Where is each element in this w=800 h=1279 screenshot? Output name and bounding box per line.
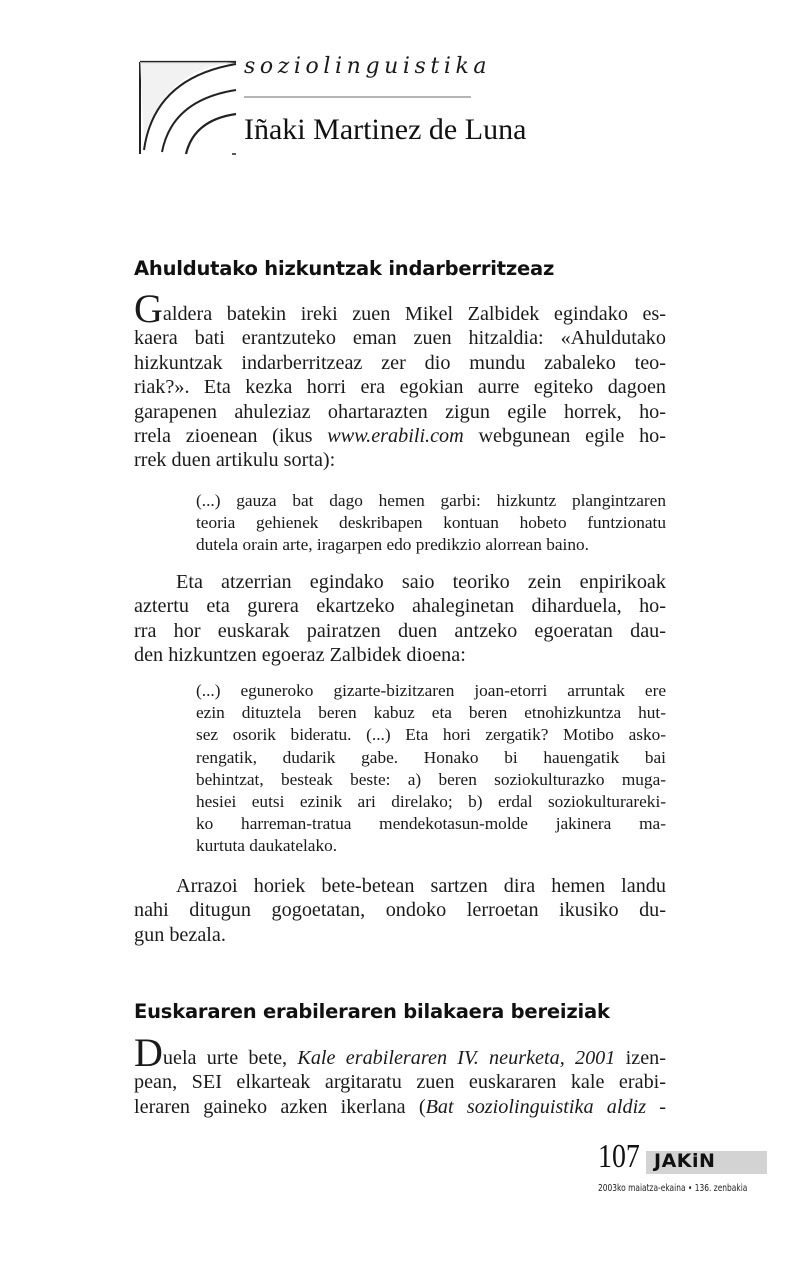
paragraph-2 bbox=[134, 570, 666, 668]
text-line: garapenen ahuleziaz ohartarazten zigun egile horrek, ho- bbox=[134, 400, 666, 423]
page-number: 107 bbox=[598, 1138, 640, 1175]
text-line: Arrazoi horiek bete-betean sartzen dira hemen landu bbox=[176, 875, 666, 897]
quote-line: ezin dituztela beren kabuz eta beren etnohizkuntza hut- bbox=[196, 703, 666, 723]
text-line: hizkuntzak indarberritzeaz zer dio mundu zabaleko teo- bbox=[134, 351, 666, 374]
section-label: soziolinguistika bbox=[244, 54, 492, 79]
issue-info: 2003ko maiatza-ekaina • 136. zenbakia bbox=[598, 1183, 748, 1194]
quote-line: dutela orain arte, iragarpen edo predikzio alorrean baino. bbox=[196, 535, 589, 555]
author-name: Iñaki Martinez de Luna bbox=[244, 113, 527, 146]
journal-name: JAKiN bbox=[654, 1150, 716, 1172]
quote-line: teoria gehienek deskribapen kontuan hobeto funtzionatu bbox=[196, 513, 666, 533]
quote-line: rengatik, dudarik gabe. Honako bi hauengatik bai bbox=[196, 747, 666, 767]
drop-cap: G bbox=[134, 286, 163, 331]
text-line: kaera bati erantzuteko eman zuen hitzaldia: «Ahuldutako bbox=[134, 327, 666, 350]
section-heading-1: Ahuldutako hizkuntzak indarberritzeaz bbox=[134, 257, 555, 280]
quote-line: ko harreman-tratua mendekotasun-molde jakinera ma- bbox=[196, 814, 666, 834]
text-line: rra hor euskarak pairatzen duen antzeko egoeratan dau- bbox=[134, 619, 666, 642]
paragraph-section2 bbox=[134, 1030, 666, 1119]
text-line: rrek duen artikulu sorta): bbox=[134, 449, 336, 472]
paragraph-3 bbox=[134, 874, 666, 947]
text-line: aztertu eta gurera ekartzeko ahaleginetan diharduela, ho- bbox=[134, 595, 666, 618]
block-quote-1 bbox=[196, 490, 666, 557]
block-quote-2 bbox=[196, 680, 666, 858]
text-line: nahi ditugun gogoetatan, ondoko lerroetan ikusiko du- bbox=[134, 899, 666, 922]
text-line: pean, SEI elkarteak argitaratu zuen euskararen kale erabi- bbox=[134, 1071, 666, 1094]
text-line: den hizkuntzen egoeraz Zalbidek dioena: bbox=[134, 644, 466, 667]
paragraph-intro bbox=[134, 286, 666, 473]
quote-line: (...) eguneroko gizarte-bizitzaren joan-etorri arruntak ere bbox=[196, 681, 666, 700]
quote-line: kurtuta daukatelako. bbox=[196, 836, 338, 856]
quote-line: hesiei eutsi ezinik ari direlako; b) erdal soziokulturareki- bbox=[196, 792, 666, 812]
text-line: rrela zioenean (ikus www.erabili.com webgunean egile ho- bbox=[134, 425, 666, 448]
section-logo-arcs bbox=[136, 58, 242, 158]
website-reference: www.erabili.com bbox=[327, 425, 464, 448]
header-rule bbox=[244, 96, 471, 98]
section-heading-2: Euskararen erabileraren bilakaera bereiziak bbox=[134, 1000, 610, 1023]
quote-line: behintzat, besteak beste: a) beren soziokulturazko muga- bbox=[196, 769, 666, 789]
drop-cap: D bbox=[134, 1030, 163, 1075]
publication-title: Bat soziolinguistika aldiz bbox=[425, 1095, 647, 1118]
text-line: Galdera batekin ireki zuen Mikel Zalbidek egindako es- bbox=[134, 286, 666, 331]
quote-line: sez osorik bideratu. (...) Eta hori zergatik? Motibo asko- bbox=[196, 725, 666, 745]
report-title: Kale erabileraren IV. neurketa, 2001 bbox=[297, 1047, 616, 1069]
text-line: riak?». Eta kezka horri era egokian aurre egiteko dagoen bbox=[134, 376, 666, 399]
text-line: leraren gaineko azken ikerlana (Bat soziolinguistika aldiz - bbox=[134, 1095, 666, 1118]
text-line: Eta atzerrian egindako saio teoriko zein enpirikoak bbox=[176, 571, 666, 593]
quote-line: (...) gauza bat dago hemen garbi: hizkuntz plangintzaren bbox=[196, 491, 666, 510]
text-line: gun bezala. bbox=[134, 923, 226, 946]
text-line: Duela urte bete, Kale erabileraren IV. neurketa, 2001 izen- bbox=[134, 1030, 666, 1075]
